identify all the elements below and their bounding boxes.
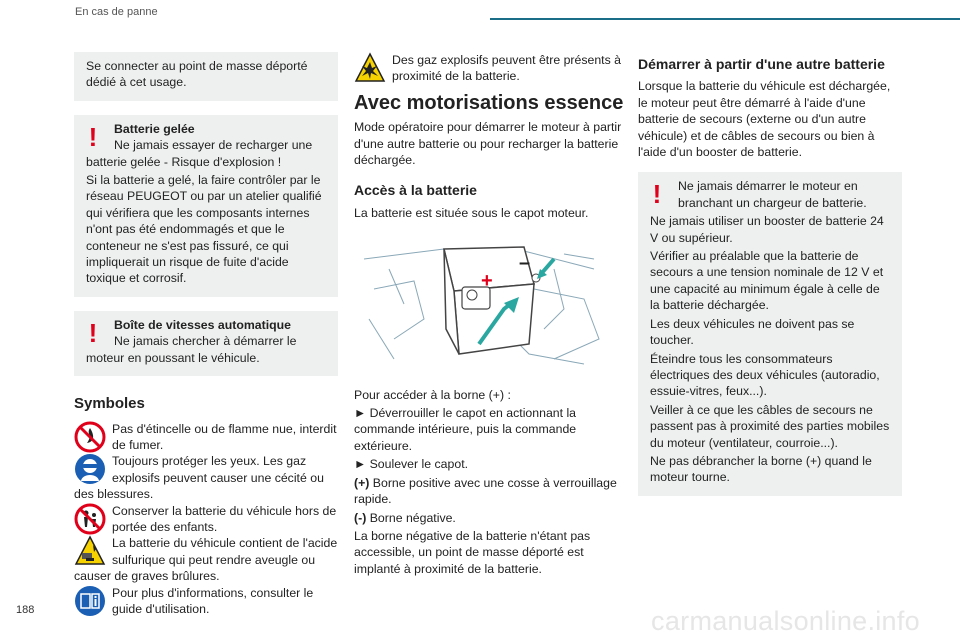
frozen-battery-line: Si la batterie a gelé, la faire contrôler par le réseau PEUGEOT ou par un atelier qualifié qui vérifiera que les composants internes n'ont pas été endommagés et que le conteneur ne s'est pas fissuré, ce qui impliquerait un risque de fuite d'acide toxique et corrosif.: [86, 173, 322, 286]
jump-start-warning: [638, 172, 902, 495]
watermark: carmanualsonline.info: [651, 606, 920, 636]
symbol-item: [74, 585, 338, 618]
no-flame-icon: [74, 421, 106, 453]
ground-note-box: [74, 52, 338, 101]
ground-note: Se connecter au point de masse déporté dédié à cet usage.: [86, 59, 308, 90]
petrol-engines-title: Avec motorisations essence: [354, 91, 624, 114]
symbol-text: Conserver la batterie du véhicule hors de portée des enfants.: [112, 503, 337, 534]
symbol-text: La batterie du véhicule contient de l'acide sulfurique qui peut rendre aveugle ou causer de graves brûlures.: [74, 536, 338, 584]
symbol-text: Pour plus d'informations, consulter le guide d'utilisation.: [112, 585, 314, 616]
column-middle: [354, 52, 624, 579]
symbols-title: Symboles: [74, 395, 145, 413]
symbol-item: [74, 453, 338, 502]
battery-access-text: La batterie est située sous le capot moteur.: [354, 205, 589, 220]
page-number: 188: [16, 604, 35, 616]
jump-start-intro: Lorsque la batterie du véhicule est déchargée, le moteur peut être démarré à l'aide d'une batterie de secours (externe ou d'un autre véhicule) et de câbles de secours ou bien à l'aide d'un booster de batterie.: [638, 79, 891, 160]
symbol-item: [74, 421, 338, 454]
column-right: [638, 52, 902, 510]
plus-label: (+): [354, 475, 370, 490]
illus-minus-label: –: [519, 252, 531, 275]
illus-plus-label: +: [481, 270, 493, 293]
section-header: En cas de panne: [75, 6, 158, 18]
eye-protection-icon: [74, 453, 106, 485]
warning-icon: !: [652, 179, 662, 210]
header-rule: [490, 18, 960, 20]
warning-icon: !: [88, 121, 98, 152]
explosive-hazard-icon: [354, 52, 386, 84]
minus-label: (-): [354, 510, 367, 525]
battery-access-title: Accès à la batterie: [354, 182, 477, 199]
warning-line: Vérifier au préalable que la batterie de secours a une tension nominale de 12 V et une capacité au minimum égale à celle de la batterie déchargée.: [650, 249, 884, 313]
access-terminal: Pour accéder à la borne (+) :: [354, 387, 511, 402]
ground-point-text: La borne négative de la batterie n'étant pas accessible, un point de masse déporté est implanté à proximité de la batterie.: [354, 528, 591, 576]
frozen-battery-title: Batterie gelée: [114, 121, 195, 136]
jump-start-title: Démarrer à partir d'une autre batterie: [638, 56, 885, 72]
explosive-note: [354, 52, 624, 85]
auto-gearbox-text: Ne jamais chercher à démarrer le moteur en poussant le véhicule.: [86, 334, 297, 365]
minus-text: Borne négative.: [366, 510, 456, 525]
auto-gearbox-title: Boîte de vitesses automatique: [114, 317, 291, 332]
plus-text: Borne positive avec une cosse à verrouillage rapide.: [354, 475, 617, 507]
warning-line: Ne pas débrancher la borne (+) quand le moteur tourne.: [650, 453, 872, 485]
battery-illustration: [354, 229, 609, 374]
manual-info-icon: [74, 585, 106, 617]
symbol-item: [74, 535, 338, 584]
positive-terminal: [354, 475, 624, 508]
acid-hazard-icon: [74, 535, 106, 567]
symbol-item: [74, 503, 338, 536]
warning-line: Éteindre tous les consommateurs électriques des deux véhicules (autoradio, essuie-vitres, feux...).: [650, 351, 880, 399]
symbol-text: Pas d'étincelle ou de flamme nue, interdit de fumer.: [112, 421, 337, 452]
symbol-text: Toujours protéger les yeux. Les gaz explosifs peuvent causer une cécité ou des blessures.: [74, 454, 324, 502]
step-unlock: ► Déverrouiller le capot en actionnant la commande intérieure, puis la commande extérieure.: [354, 406, 577, 453]
warning-line: Veiller à ce que les câbles de secours ne passent pas à proximité des parties mobiles du moteur (ventilateur, courroie...).: [650, 402, 890, 450]
explosive-note-text: Des gaz explosifs peuvent être présents à proximité de la batterie.: [392, 53, 621, 84]
step-raise: ► Soulever le capot.: [354, 457, 469, 472]
negative-terminal: [354, 510, 624, 526]
petrol-intro: Mode opératoire pour démarrer le moteur à partir d'une autre batterie ou pour recharger la batterie déchargée.: [354, 120, 622, 168]
keep-away-children-icon: [74, 503, 106, 535]
frozen-battery-warning: [74, 115, 338, 297]
warning-line: Ne jamais utiliser un booster de batterie 24 V ou supérieur.: [650, 214, 884, 245]
auto-gearbox-warning: [74, 311, 338, 376]
warning-line: Les deux véhicules ne doivent pas se toucher.: [650, 316, 855, 348]
column-left: [74, 52, 338, 617]
warning-line: Ne jamais démarrer le moteur en branchant un chargeur de batterie.: [678, 179, 867, 210]
frozen-battery-line: Ne jamais essayer de recharger une batterie gelée - Risque d'explosion !: [86, 138, 313, 169]
warning-icon: !: [88, 317, 98, 348]
